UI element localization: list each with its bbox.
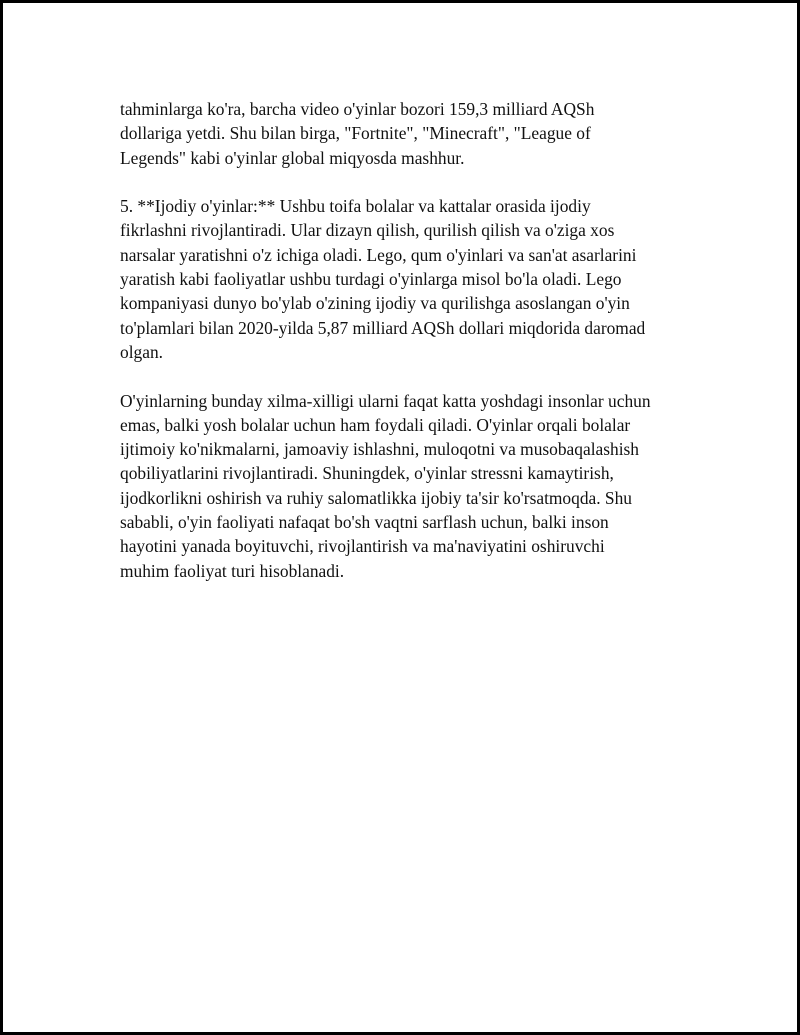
text-line: Legends" kabi o'yinlar global miqyosda mashhur. bbox=[120, 147, 465, 168]
text-line: fikrlashni rivojlantiradi. Ular dizayn qilish, qurilish qilish va o'ziga xos bbox=[120, 220, 615, 241]
text-line: kompaniyasi dunyo bo'ylab o'zining ijodiy va qurilishga asoslangan o'yin bbox=[120, 293, 630, 314]
text-line: 5. **Ijodiy o'yinlar:** Ushbu toifa bolalar va kattalar orasida ijodiy bbox=[120, 196, 591, 217]
text-line: qobiliyatlarini rivojlantiradi. Shuningdek, o'yinlar stressni kamaytirish, bbox=[120, 463, 614, 484]
text-line: sababli, o'yin faoliyati nafaqat bo'sh vaqtni sarflash uchun, balki inson bbox=[120, 512, 609, 533]
text-line: hayotini yanada boyituvchi, rivojlantirish va ma'naviyatini oshiruvchi bbox=[120, 536, 605, 557]
text-line: ijodkorlikni oshirish va ruhiy salomatlikka ijobiy ta'sir ko'rsatmoqda. Shu bbox=[120, 487, 632, 508]
text-line: olgan. bbox=[120, 341, 163, 362]
document-body bbox=[120, 97, 700, 607]
paragraph-market-stats bbox=[120, 97, 700, 170]
text-line: dollariga yetdi. Shu bilan birga, "Fortnite", "Minecraft", "League of bbox=[120, 123, 591, 144]
text-line: yaratish kabi faoliyatlar ushbu turdagi o'yinlarga misol bo'la oladi. Lego bbox=[120, 269, 622, 290]
text-line: O'yinlarning bunday xilma-xilligi ularni faqat katta yoshdagi insonlar uchun bbox=[120, 390, 651, 411]
paragraph-conclusion bbox=[120, 389, 700, 583]
text-line: to'plamlari bilan 2020-yilda 5,87 milliard AQSh dollari miqdorida daromad bbox=[120, 317, 646, 338]
text-line: muhim faoliyat turi hisoblanadi. bbox=[120, 560, 345, 581]
text-line: tahminlarga ko'ra, barcha video o'yinlar bozori 159,3 milliard AQSh bbox=[120, 99, 595, 119]
paragraph-creative-games bbox=[120, 194, 700, 364]
text-line: narsalar yaratishni o'z ichiga oladi. Lego, qum o'yinlari va san'at asarlarini bbox=[120, 244, 637, 265]
text-line: ijtimoiy ko'nikmalarni, jamoaviy ishlashni, muloqotni va musobaqalashish bbox=[120, 439, 640, 460]
text-line: emas, balki yosh bolalar uchun ham foydali qiladi. O'yinlar orqali bolalar bbox=[120, 414, 631, 435]
